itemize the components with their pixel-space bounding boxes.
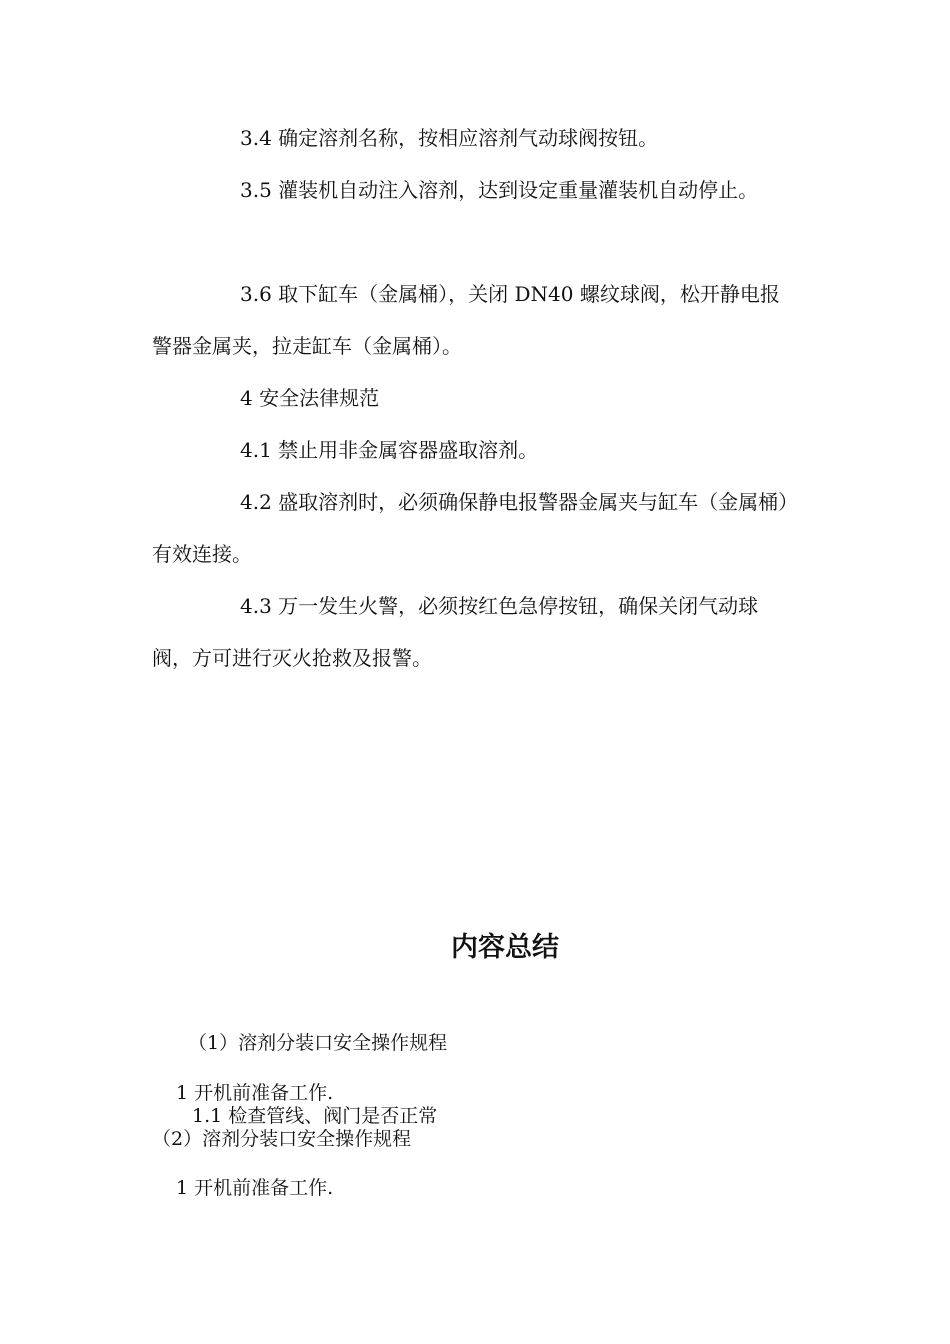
section-heading-4: 4 安全法律规范 bbox=[240, 386, 380, 410]
paragraph-3-5: 3.5 灌装机自动注入溶剂，达到设定重量灌装机自动停止。 bbox=[240, 178, 759, 202]
paragraph-3-4: 3.4 确定溶剂名称，按相应溶剂气动球阀按钮。 bbox=[240, 126, 659, 150]
summary-line-5: 1 开机前准备工作. bbox=[176, 1177, 334, 1199]
summary-line-2: 1 开机前准备工作. bbox=[176, 1082, 334, 1104]
summary-line-4: （2）溶剂分装口安全操作规程 bbox=[152, 1128, 412, 1150]
summary-line-3: 1.1 检查管线、阀门是否正常 bbox=[192, 1105, 438, 1127]
paragraph-3-6: 3.6 取下缸车（金属桶），关闭 DN40 螺纹球阀，松开静电报警器金属夹，拉走缸车（金属桶）。 bbox=[152, 282, 780, 358]
paragraph-4-1: 4.1 禁止用非金属容器盛取溶剂。 bbox=[240, 438, 539, 462]
paragraph-4-3: 4.3 万一发生火警，必须按红色急停按钮，确保关闭气动球阀，方可进行灭火抢救及报警。 bbox=[152, 594, 759, 670]
paragraph-4-2: 4.2 盛取溶剂时，必须确保静电报警器金属夹与缸车（金属桶）有效连接。 bbox=[152, 490, 789, 566]
summary-line-1: （1）溶剂分装口安全操作规程 bbox=[188, 1032, 448, 1054]
summary-title: 内容总结 bbox=[451, 932, 559, 963]
